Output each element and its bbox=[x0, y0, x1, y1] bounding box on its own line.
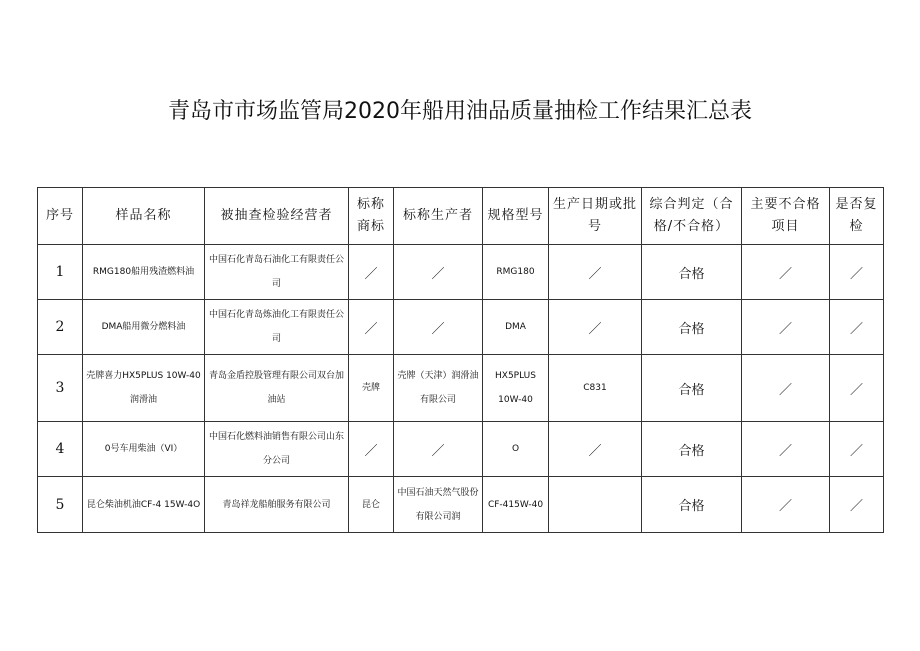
header-row bbox=[38, 188, 884, 245]
table-row bbox=[38, 300, 884, 355]
header-batch: 生产日期或批号 bbox=[549, 188, 642, 245]
cell-index: 1 bbox=[38, 245, 83, 300]
cell-producer: ／ bbox=[394, 300, 483, 355]
cell-producer: ／ bbox=[394, 245, 483, 300]
cell-verdict: 合格 bbox=[642, 477, 742, 533]
header-brand: 标称商标 bbox=[349, 188, 394, 245]
cell-sample-name: 壳牌喜力HX5PLUS 10W-40润滑油 bbox=[83, 355, 205, 422]
cell-sample-name: RMG180船用残渣燃料油 bbox=[83, 245, 205, 300]
cell-operator: 中国石化青岛炼油化工有限责任公司 bbox=[205, 300, 349, 355]
cell-brand: ／ bbox=[349, 245, 394, 300]
cell-failed-items: ／ bbox=[742, 300, 830, 355]
cell-verdict: 合格 bbox=[642, 300, 742, 355]
cell-spec: CF-415W-40 bbox=[483, 477, 549, 533]
cell-sample-name: DMA船用微分燃料油 bbox=[83, 300, 205, 355]
cell-index: 5 bbox=[38, 477, 83, 533]
cell-verdict: 合格 bbox=[642, 245, 742, 300]
header-failed-items: 主要不合格项目 bbox=[742, 188, 830, 245]
cell-spec: HX5PLUS 10W-40 bbox=[483, 355, 549, 422]
cell-brand: 昆仑 bbox=[349, 477, 394, 533]
cell-recheck: ／ bbox=[830, 422, 884, 477]
cell-spec: O bbox=[483, 422, 549, 477]
cell-brand: ／ bbox=[349, 300, 394, 355]
cell-index: 4 bbox=[38, 422, 83, 477]
results-table bbox=[37, 187, 884, 533]
cell-operator: 青岛金盾控股管理有限公司双台加油站 bbox=[205, 355, 349, 422]
cell-recheck: ／ bbox=[830, 355, 884, 422]
cell-index: 3 bbox=[38, 355, 83, 422]
header-recheck: 是否复检 bbox=[830, 188, 884, 245]
cell-spec: RMG180 bbox=[483, 245, 549, 300]
cell-brand: 壳牌 bbox=[349, 355, 394, 422]
table-row bbox=[38, 245, 884, 300]
header-operator: 被抽查检验经营者 bbox=[205, 188, 349, 245]
cell-recheck: ／ bbox=[830, 477, 884, 533]
cell-sample-name: 0号车用柴油（VI） bbox=[83, 422, 205, 477]
cell-operator: 中国石化燃料油销售有限公司山东分公司 bbox=[205, 422, 349, 477]
cell-failed-items: ／ bbox=[742, 422, 830, 477]
cell-operator: 青岛祥龙船舶服务有限公司 bbox=[205, 477, 349, 533]
table-row bbox=[38, 355, 884, 422]
cell-sample-name: 昆仑柴油机油CF-4 15W-4O bbox=[83, 477, 205, 533]
cell-recheck: ／ bbox=[830, 245, 884, 300]
header-index: 序号 bbox=[38, 188, 83, 245]
cell-batch: ／ bbox=[549, 300, 642, 355]
cell-producer: 壳牌（天津）润滑油有限公司 bbox=[394, 355, 483, 422]
cell-failed-items: ／ bbox=[742, 355, 830, 422]
cell-batch: ／ bbox=[549, 422, 642, 477]
cell-recheck: ／ bbox=[830, 300, 884, 355]
cell-batch bbox=[549, 477, 642, 533]
header-verdict: 综合判定（合格/不合格） bbox=[642, 188, 742, 245]
cell-failed-items: ／ bbox=[742, 245, 830, 300]
table-row bbox=[38, 422, 884, 477]
cell-batch: ／ bbox=[549, 245, 642, 300]
page-title: 青岛市市场监管局2020年船用油品质量抽检工作结果汇总表 bbox=[168, 99, 752, 124]
cell-producer: ／ bbox=[394, 422, 483, 477]
cell-failed-items: ／ bbox=[742, 477, 830, 533]
header-sample-name: 样品名称 bbox=[83, 188, 205, 245]
cell-batch: C831 bbox=[549, 355, 642, 422]
cell-spec: DMA bbox=[483, 300, 549, 355]
cell-verdict: 合格 bbox=[642, 355, 742, 422]
cell-producer: 中国石油天然气股份有限公司润 bbox=[394, 477, 483, 533]
cell-verdict: 合格 bbox=[642, 422, 742, 477]
table-row bbox=[38, 477, 884, 533]
header-producer: 标称生产者 bbox=[394, 188, 483, 245]
header-spec: 规格型号 bbox=[483, 188, 549, 245]
cell-brand: ／ bbox=[349, 422, 394, 477]
cell-operator: 中国石化青岛石油化工有限责任公司 bbox=[205, 245, 349, 300]
cell-index: 2 bbox=[38, 300, 83, 355]
